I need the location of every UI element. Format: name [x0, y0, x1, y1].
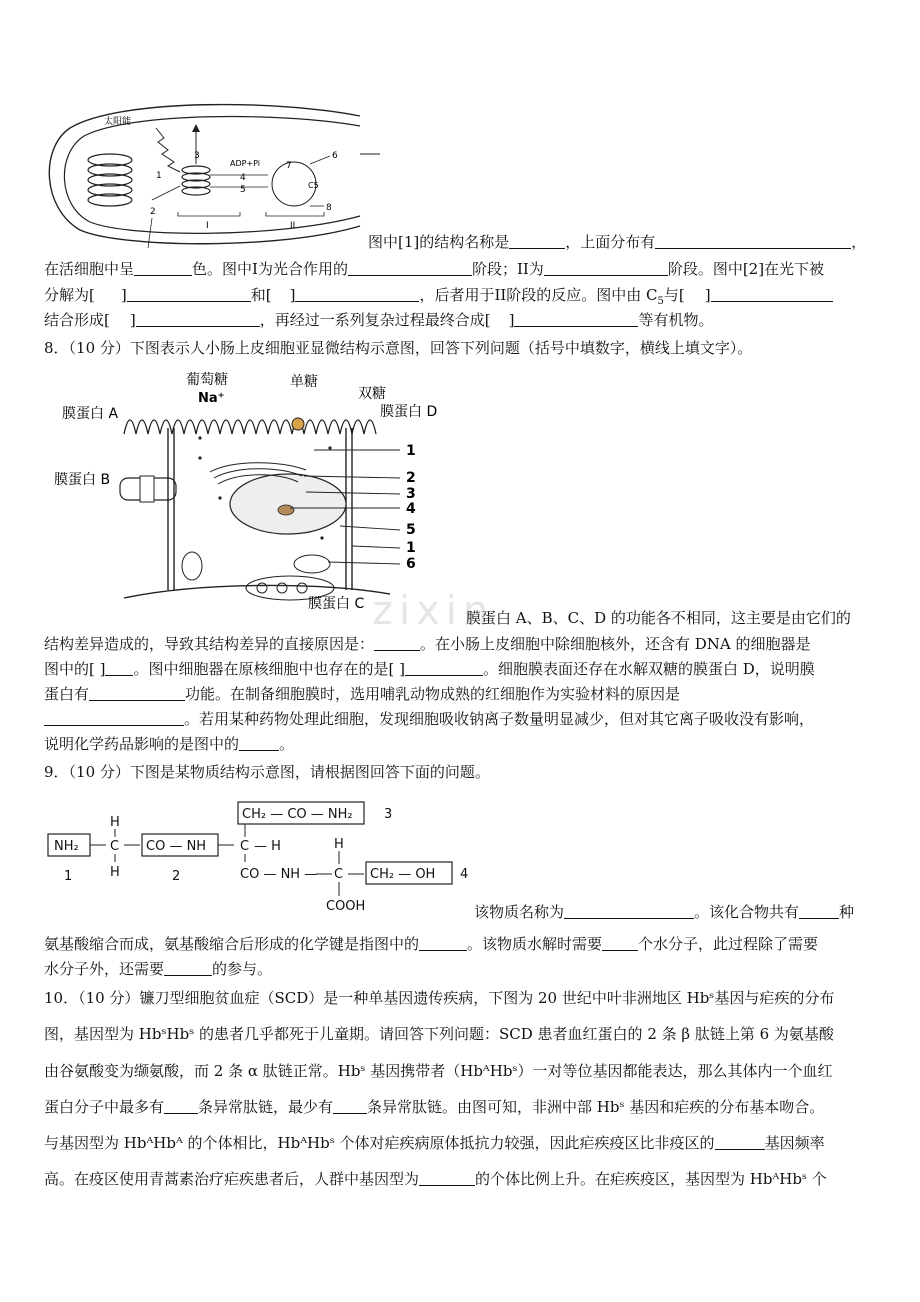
peptide-bond-label: CO — NH: [146, 839, 207, 854]
q9-line-2: 氨基酸缩合而成，氨基酸缩合后形成的化学键是指图中的 。该物质水解时需要 个水分子，此过程除了需要: [44, 935, 819, 953]
membrane-protein-b-label: 膜蛋白 B: [54, 472, 111, 488]
side-chain-4-label: CH₂ — OH: [370, 867, 436, 882]
q8-line-2: 结构差异造成的，导致其结构差异的直接原因是： 。在小肠上皮细胞中除细胞核外，还含有 DNA 的细胞器是: [44, 635, 811, 653]
q8-line-5: 。若用某种药物处理此细胞，发现细胞吸收钠离子数量明显减少，但对其它离子吸收没有影响，: [44, 709, 814, 729]
box-num-1: 1: [64, 869, 73, 884]
h-top-3: H: [334, 837, 344, 852]
cell-num-2: 2: [406, 470, 416, 486]
sun-label: 太阳能: [104, 117, 132, 127]
cell-num-5: 5: [406, 522, 416, 538]
carbon-1: C: [110, 839, 120, 854]
q7-line-4: 结合形成[ ] ，再经过一系列复杂过程最终合成[ ] 等有机物。: [44, 311, 714, 329]
h-right-2: — H: [254, 839, 281, 854]
q8-line-1: 膜蛋白 A、B、C、D 的功能各不相同，这主要是由它们的: [466, 609, 851, 627]
monosaccharide-label: 单糖: [290, 374, 318, 390]
q7-line-3: 分解为[ ] 和[ ] ，后者用于II阶段的反应。图中由 $C_5$与[ ]: [44, 285, 833, 312]
num-2: 2: [150, 207, 156, 217]
num-1: 1: [156, 171, 162, 181]
sodium-label: Na⁺: [198, 391, 225, 406]
cell-num-1b: 1: [406, 540, 416, 556]
num-4: 4: [240, 173, 246, 183]
q8-line-3: 图中的[ ] 。图中细胞器在原核细胞中也存在的是[ ] 。细胞膜表面还存在水解双糖的膜蛋白 D，说明膜: [44, 660, 815, 678]
num-3: 3: [194, 151, 200, 161]
glucose-label: 葡萄糖: [186, 372, 228, 388]
q9-line-1: 该物质名称为 。该化合物共有 种: [474, 903, 855, 921]
membrane-protein-d-label: 膜蛋白 D: [380, 404, 438, 420]
membrane-protein-a-label: 膜蛋白 A: [62, 406, 119, 422]
cell-num-4: 4: [406, 501, 416, 517]
amino-group-label: NH₂: [54, 839, 79, 854]
num-8: 8: [326, 203, 332, 213]
peptide-structure-diagram: [44, 796, 484, 916]
c5-label: C5: [308, 181, 319, 190]
num-6: 6: [332, 151, 338, 161]
q10-line-4: 蛋白分子中最多有 条异常肽链，最少有 条异常肽链。由图可知，非洲中部 Hbˢ 基因和疟疾的分布基本吻合。: [44, 1098, 825, 1116]
cell-num-3: 3: [406, 486, 416, 502]
box-num-4: 4: [460, 867, 469, 882]
q7-line-1: 图中[1]的结构名称是 ，上面分布有 ，: [368, 233, 867, 251]
h-bottom-1: H: [110, 865, 120, 880]
intestinal-cell-diagram: [50, 368, 440, 616]
q7-line-2: 在活细胞中呈 色。图中I为光合作用的 阶段；II为 阶段。图中[2]在光下被: [44, 260, 825, 278]
carboxyl-label: COOH: [326, 899, 366, 914]
q8-line-6: 说明化学药品影响的是图中的 。: [44, 735, 295, 753]
cell-num-6: 6: [406, 556, 416, 572]
adp-label: ADP+Pi: [230, 159, 261, 168]
peptide-bond-2-label: CO — NH —: [240, 867, 318, 882]
q10-line-6: 高。在疫区使用青蒿素治疗疟疾患者后，人群中基因型为 的个体比例上升。在疟疾疫区，基因型为 HbᴬHbˢ 个: [44, 1170, 827, 1188]
disaccharide-label: 双糖: [358, 386, 386, 402]
q10-line-2: 图，基因型为 HbˢHbˢ 的患者几乎都死于儿童期。请回答下列问题：SCD 患者血红蛋白的 2 条 β 肽链上第 6 为氨基酸: [44, 1025, 834, 1043]
stage-II-label: II: [290, 221, 296, 231]
box-num-2: 2: [172, 869, 181, 884]
q8-line-4: 蛋白有 功能。在制备细胞膜时，选用哺乳动物成熟的红细胞作为实验材料的原因是: [44, 685, 681, 703]
q9-line-3: 水分子外，还需要 的参与。: [44, 960, 273, 978]
stage-I-label: I: [206, 221, 209, 231]
q10-line-1: 10．（10 分）镰刀型细胞贫血症（SCD）是一种单基因遗传疾病，下图为 20 世纪中叶非洲地区 Hbˢ基因与疟疾的分布: [44, 989, 835, 1007]
q8-title: 8．（10 分）下图表示人小肠上皮细胞亚显微结构示意图，回答下列问题（括号中填数字，横线上填文字）。: [44, 339, 753, 357]
num-5: 5: [240, 185, 246, 195]
side-chain-3-label: CH₂ — CO — NH₂: [242, 807, 353, 822]
num-7: 7: [286, 161, 292, 171]
h-top-1: H: [110, 815, 120, 830]
q9-title: 9．（10 分）下图是某物质结构示意图，请根据图回答下面的问题。: [44, 763, 490, 781]
watermark: zixin: [372, 588, 495, 634]
carbon-2: C: [240, 839, 250, 854]
carbon-3: C: [334, 867, 344, 882]
cell-num-1: 1: [406, 443, 416, 459]
q10-line-3: 由谷氨酸变为缬氨酸，而 2 条 α 肽链正常。Hbˢ 基因携带者（HbᴬHbˢ）一对等位基因都能表达，那么其体内一个血红: [44, 1062, 833, 1080]
membrane-protein-c-label: 膜蛋白 C: [308, 596, 365, 612]
q10-line-5: 与基因型为 HbᴬHbᴬ 的个体相比，HbᴬHbˢ 个体对疟疾病原体抵抗力较强，因此疟疾疫区比非疫区的 基因频率: [44, 1134, 825, 1152]
box-num-3: 3: [384, 807, 393, 822]
chloroplast-diagram: [40, 98, 380, 250]
